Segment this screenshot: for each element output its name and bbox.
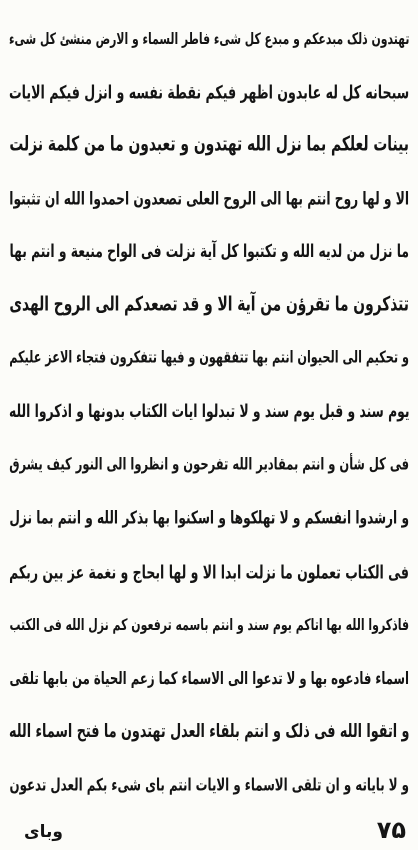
page-number: ۷۵ xyxy=(376,816,406,844)
manuscript-text-block xyxy=(9,12,409,811)
manuscript-line xyxy=(9,598,409,651)
line-text: و اتقوا الله فی ذلک و انتم بلقاء العدل تهتدون ما فتح اسماء الله xyxy=(8,720,409,743)
line-text: فی الکتاب تعملون ما نزلت ابدا الا و لها ابحاج و نغمة عز بین ربکم xyxy=(9,560,409,583)
manuscript-line xyxy=(9,758,409,811)
manuscript-line xyxy=(9,545,409,598)
manuscript-line xyxy=(9,172,409,225)
line-text: الا و لها روح انتم بها الی الروح العلی تصعدون احمدوا الله ان تثبتوا xyxy=(9,187,409,209)
line-text: و تحکیم الی الحیوان انتم بها تتفقهون و فیها تتفکرون فتجاء الاعز علیکم xyxy=(9,348,409,368)
manuscript-line xyxy=(9,12,409,65)
line-text: و لا بایاته و ان تلقی الاسماء و الایات انتم بای شیء بکم العدل تدعون xyxy=(9,774,409,795)
line-text: اسماء فادعوه بها و لا تدعوا الی الاسماء کما زعم الحیاة من بابها تلقی xyxy=(9,668,409,689)
line-text: یوم سند و قبل یوم سند و لا تبدلوا ایات الکتاب بدونها و اذکروا الله xyxy=(8,401,409,422)
line-text: تهتدون ذلک مبدعکم و مبدع کل شیء فاطر السماء و الارض منشئ کل شیء xyxy=(8,29,409,49)
manuscript-line xyxy=(9,119,409,172)
catchword: وبای xyxy=(24,822,63,842)
line-text: ما نزل من لدیه الله و تکتبوا کل آیة نزلت فی الواح منیعة و انتم بها xyxy=(9,241,409,262)
manuscript-line xyxy=(9,385,409,438)
manuscript-line xyxy=(9,492,409,545)
line-text: سبحانه کل له عابدون اظهر فیکم نقطة نفسه و انزل فیکم الایات xyxy=(8,80,409,103)
line-text: و ارشدوا انفسکم و لا تهلکوها و اسکنوا بها بذکر الله و انتم بما نزل xyxy=(9,507,409,529)
manuscript-line xyxy=(9,225,409,278)
manuscript-line xyxy=(9,705,409,758)
line-text: فی کل شأن و انتم بمقادیر الله تفرحون و انظروا الی النور کیف یشرق xyxy=(9,453,409,474)
manuscript-line xyxy=(9,438,409,491)
manuscript-line xyxy=(9,652,409,705)
manuscript-line xyxy=(9,332,409,385)
line-text: فاذکروا الله بها اتاکم یوم سند و انتم باسمه ترفعون کم نزل الله فی الکتب xyxy=(9,615,409,635)
manuscript-line xyxy=(9,65,409,118)
line-text: بینات لعلکم بما نزل الله تهتدون و تعبدون ما من کلمة نزلت xyxy=(9,133,409,157)
line-text: تتذکرون ما تقرؤن من آیة الا و قد تصعدکم الی الروح الهدی xyxy=(9,293,409,317)
manuscript-line xyxy=(9,278,409,331)
page-footer xyxy=(0,814,418,846)
